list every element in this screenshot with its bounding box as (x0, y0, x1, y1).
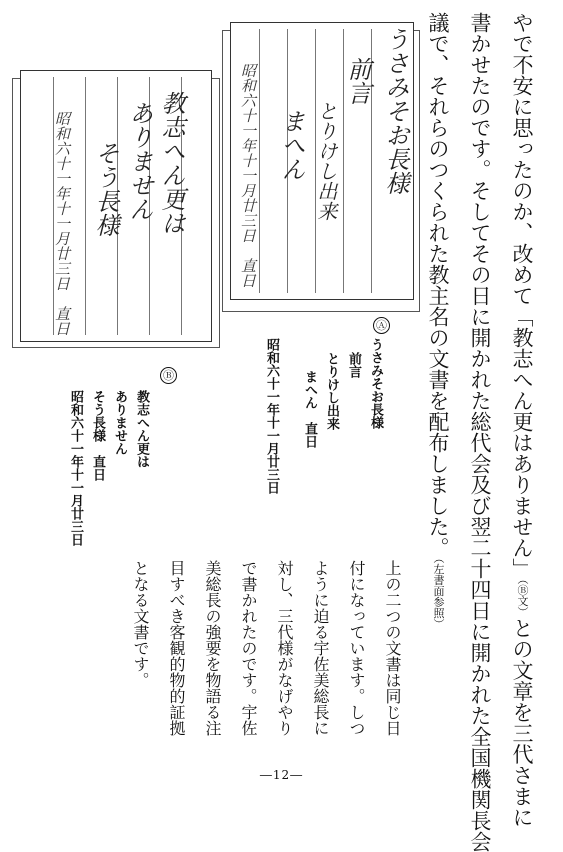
document-b-hand-line-3: そう長様 (91, 141, 119, 237)
document-b-transcription-3: そう長様 直日 (90, 390, 105, 481)
document-a-transcription-3: とりけし出来 (324, 352, 339, 430)
side-note-line-1: 上の二つの文書は同じ日 (383, 560, 402, 736)
document-a (230, 22, 414, 300)
document-a-hand-line-3: とりけし出来 (314, 101, 338, 221)
document-a-hand-line-5: 昭和六十一年十一月廿三日 直日 (239, 63, 257, 288)
document-a-hand-line-2: 前言 (343, 57, 371, 105)
side-note-line-3: ように迫る宇佐美総長に (311, 560, 330, 736)
document-a-transcription-1: うさみそお長様 (368, 338, 383, 429)
side-note-line-8: となる文書です。 (131, 560, 150, 688)
document-b-marker: Ⓑ (160, 367, 177, 384)
main-text-col-1-ref: （Ⓑ文） (516, 579, 529, 618)
side-note-line-5: で書かれたのです。宇佐 (239, 560, 258, 736)
document-b (20, 70, 212, 342)
document-b-transcription-2: ありません (112, 390, 127, 455)
main-text-col-3 (422, 12, 454, 630)
document-b-hand-line-1: 教志へん更は (157, 91, 185, 235)
main-text-col-3-ref: （左書面参照） (432, 558, 445, 630)
document-a-hand-line-1: うさみそお長様 (381, 27, 409, 195)
document-a-transcription-2: 前言 (346, 352, 361, 378)
document-b-transcription-4: 昭和六十一年十一月廿三日 (68, 390, 83, 546)
document-b-hand-line-2: ありません (125, 101, 153, 221)
main-text-col-3-a: 議で、それらのつくられた教主名の文書を配布しました。 (426, 12, 450, 558)
side-note-line-6: 美総長の強要を物語る注 (203, 560, 222, 736)
main-text-col-1-a: やで不安に思ったのか、改めて「教志へん更はありません」 (510, 12, 534, 579)
document-b-hand-line-4: 昭和六十一年十一月廿三日 直日 (53, 111, 71, 336)
document-a-marker: Ⓐ (373, 317, 390, 334)
side-note-line-4: 対し、三代様がなげやり (275, 560, 294, 736)
document-a-hand-line-4: まへん (277, 109, 305, 181)
side-note-line-2: 付になっています。しつ (347, 560, 366, 736)
main-text-col-1 (506, 12, 538, 828)
main-text-col-2: 書かせたのです。そしてその日に開かれた総代会及び翌二十四日に開かれた全国機関長会 (468, 12, 492, 852)
document-a-transcription-4: まへん 直日 (302, 370, 317, 448)
main-text-col-1-b: との文章を三代さまに (510, 617, 534, 828)
page-number: ―12― (259, 768, 304, 782)
document-a-transcription-5: 昭和六十一年十一月廿三日 (264, 338, 279, 494)
document-b-transcription-1: 教志へん更は (134, 390, 149, 468)
side-note-line-7: 目すべき客観的物的証拠 (167, 560, 186, 736)
